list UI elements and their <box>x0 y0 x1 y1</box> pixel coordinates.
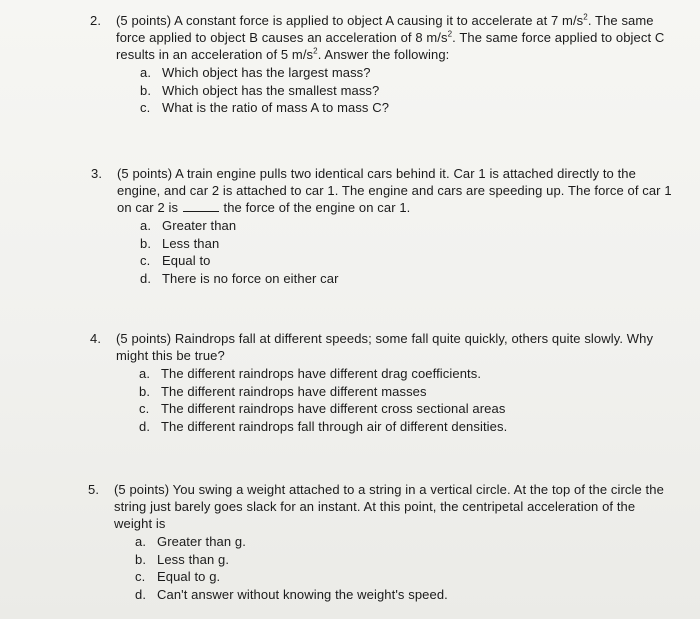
question-line: weight is <box>114 516 166 531</box>
answer-option-c: c. Equal to <box>140 253 211 268</box>
answer-option-a: a. Greater than <box>140 218 237 233</box>
question-line: string just barely goes slack for an instant. At this point, the centripetal acceleration of the <box>114 499 636 514</box>
question-line: engine, and car 2 is attached to car 1. The engine and cars are speeding up. The force of car 1 <box>117 183 672 198</box>
answer-option-b: b. Less than g. <box>135 551 230 567</box>
question-number: 4. <box>90 331 102 346</box>
question-text <box>117 165 672 216</box>
answer-options <box>135 533 664 603</box>
question-number: 3. <box>91 166 103 181</box>
answer-options <box>140 217 672 287</box>
answer-option-b: b. Less than <box>140 235 220 251</box>
answer-options <box>140 64 664 117</box>
answer-option-d: d. The different raindrops fall through air of different densities. <box>139 418 508 434</box>
question-line: (5 points) Raindrops fall at different speeds; some fall quite quickly, others quite slowly. Why <box>116 331 654 346</box>
answer-option-a: a. The different raindrops have different drag coefficients. <box>139 366 482 381</box>
answer-option-c: c. What is the ratio of mass A to mass C? <box>140 100 390 115</box>
answer-option-b: b. The different raindrops have different masses <box>139 383 427 399</box>
answer-option-d: d. Can't answer without knowing the weight's speed. <box>135 586 448 602</box>
question-text <box>116 330 653 364</box>
question-text <box>116 12 664 63</box>
question-line: on car 2 is the force of the engine on car 1. <box>117 200 411 215</box>
question-line: force applied to object B causes an acceleration of 8 $m/s^2$. The same force applied to object C <box>116 29 665 45</box>
fill-in-blank <box>183 200 219 212</box>
question-5 <box>88 481 664 603</box>
answer-option-c: c. The different raindrops have different cross sectional areas <box>139 401 506 416</box>
question-3 <box>91 165 672 287</box>
question-line: (5 points) A train engine pulls two identical cars behind it. Car 1 is attached directly to the <box>117 166 636 181</box>
question-line: might this be true? <box>116 348 225 363</box>
question-2 <box>90 12 664 117</box>
question-number: 2. <box>90 13 102 28</box>
question-line: (5 points) A constant force is applied to object A causing it to accelerate at 7 $m/s^2$. The same <box>116 12 654 28</box>
answer-option-a: a. Greater than g. <box>135 534 246 549</box>
answer-option-c: c. Equal to g. <box>135 569 221 584</box>
answer-options <box>139 365 653 435</box>
answer-option-d: d. There is no force on either car <box>140 270 339 286</box>
answer-option-a: a. Which object has the largest mass? <box>140 65 371 80</box>
question-4 <box>90 330 653 435</box>
question-number: 5. <box>88 482 100 497</box>
question-text <box>114 481 664 532</box>
answer-option-b: b. Which object has the smallest mass? <box>140 82 380 98</box>
question-line: results in an acceleration of 5 $m/s^2$. Answer the following: <box>116 46 450 62</box>
question-line: (5 points) You swing a weight attached to a string in a vertical circle. At the top of the circle the <box>114 482 664 497</box>
